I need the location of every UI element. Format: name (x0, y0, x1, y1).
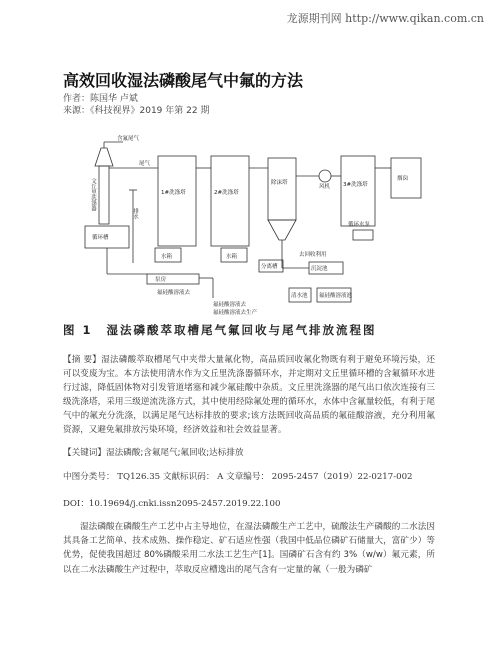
figure-number: 图 1 (63, 323, 93, 337)
process-flow-diagram (63, 128, 433, 338)
defoamer-box (268, 158, 296, 220)
lbl-drain: 排水 (132, 208, 138, 219)
lbl-stack: 烟囱 (397, 176, 409, 182)
scrubber3-box (341, 156, 375, 226)
article-body (63, 520, 435, 577)
flow-diagram-svg (63, 128, 433, 318)
scrubber2-box (211, 156, 249, 246)
lbl-settler: 沉淀池 (311, 266, 328, 272)
lbl-clean-water: 清水池 (291, 293, 308, 299)
lbl-fluorosil-tank: 氟硅酸溶液池 (319, 293, 353, 299)
lbl-water-tank2: 水箱 (226, 254, 238, 260)
doi-line: DOI：10.19694/j.cnki.issn2095-2457.2019.22.100 (63, 499, 281, 509)
article-authors: 作者：陈国华 卢斌 (63, 94, 138, 104)
lbl-circ-tank: 循环槽 (92, 235, 109, 241)
lbl-tail-gas: 尾气 (139, 161, 151, 167)
article-source: 来源：《科技视界》2019 年第 22 期 (63, 106, 210, 116)
venturi-unit (99, 166, 109, 224)
keywords: 【关键词】湿法磷酸;含氟尾气;氟回收;达标排放 (63, 448, 244, 458)
lbl-sep-tank: 分离槽 (261, 264, 278, 270)
lbl-fan: 风机 (319, 184, 331, 190)
fan-circle (319, 170, 331, 182)
article-title: 高效回收湿法磷酸尾气中氟的方法 (63, 71, 304, 90)
lbl-pump-room: 泵房 (155, 277, 167, 283)
figure-caption-text: 湿法磷酸萃取槽尾气氟回收与尾气排放流程图 (106, 323, 377, 337)
lbl-circ-pump: 循环水泵 (348, 222, 371, 228)
lbl-fluorosil-sol: 氟硅酸溶液去 (213, 302, 247, 308)
lbl-water-tank1: 水箱 (161, 254, 173, 260)
site-header: 龙源期刊网 http://www.qikan.com.cn (286, 12, 484, 25)
lbl-defoamer: 除沫塔 (271, 180, 288, 186)
abstract-label: 【摘 要】 (63, 355, 102, 365)
venturi-top (95, 148, 113, 166)
abstract (63, 353, 435, 437)
classification-line: 中图分类号： TQ126.35 文献标识码： A 文章编号： 2095-2457（2019）22-0217-002 (63, 472, 413, 482)
lbl-scrubber3: 3#洗涤塔 (343, 182, 368, 188)
lbl-scrubber1: 1#洗涤塔 (161, 190, 186, 196)
lbl-recycle: 去回收利用 (299, 252, 327, 258)
lbl-to-phosphoric: 氟硅酸溶液去 (157, 290, 191, 296)
figure-caption (63, 322, 433, 338)
abstract-text: 湿法磷酸萃取槽尾气中夹带大量氟化物，高品质回收氟化物既有利于避免环境污染，还可以变废为宝。本方法使用清水作为文丘里洗涤器循环水，并定期对文丘里循环槽的含氟循环水进行过滤，降低固体物对引发管道堵塞和减少氟硅酸中杂质。文丘里洗涤器的尾气出口依次连接有三级洗涤塔，采用三级逆流洗涤方式，其中使用经除氟处理的循环水，水体中含氟量较低，有利于尾气中的氟充分洗涤，以满足尾气达标排放的要求;该方法既回收高品质的氟硅酸溶液，充分利用氟资源，又避免氟排放污染环境，经济效益和社会效益显著。 (63, 355, 435, 435)
lbl-fluorine-gas: 含氟尾气 (117, 136, 140, 142)
body-paragraph: 湿法磷酸在磷酸生产工艺中占主导地位，在湿法磷酸生产工艺中，硫酸法生产磷酸的二水法因其具备工艺简单、技术成熟、操作稳定、矿石适应性强（我国中低品位磷矿石储量大，富矿少）等优势，促使我国超过 80%磷酸采用二水法工艺生产[1]。国磷矿石含有约 3%（w/w）氟元素，所以在二水法磷酸生产过程中，萃取反应槽逸出的尾气含有一定量的氟（一般为磷矿 (63, 522, 435, 575)
lbl-scrubber2: 2#洗涤塔 (214, 190, 239, 196)
lbl-venturi: 文丘里洗涤器 (90, 178, 96, 211)
lbl-fluorosil-bottom: 氟硅酸溶液去生产 (213, 310, 258, 316)
scrubber1-box (158, 156, 196, 246)
